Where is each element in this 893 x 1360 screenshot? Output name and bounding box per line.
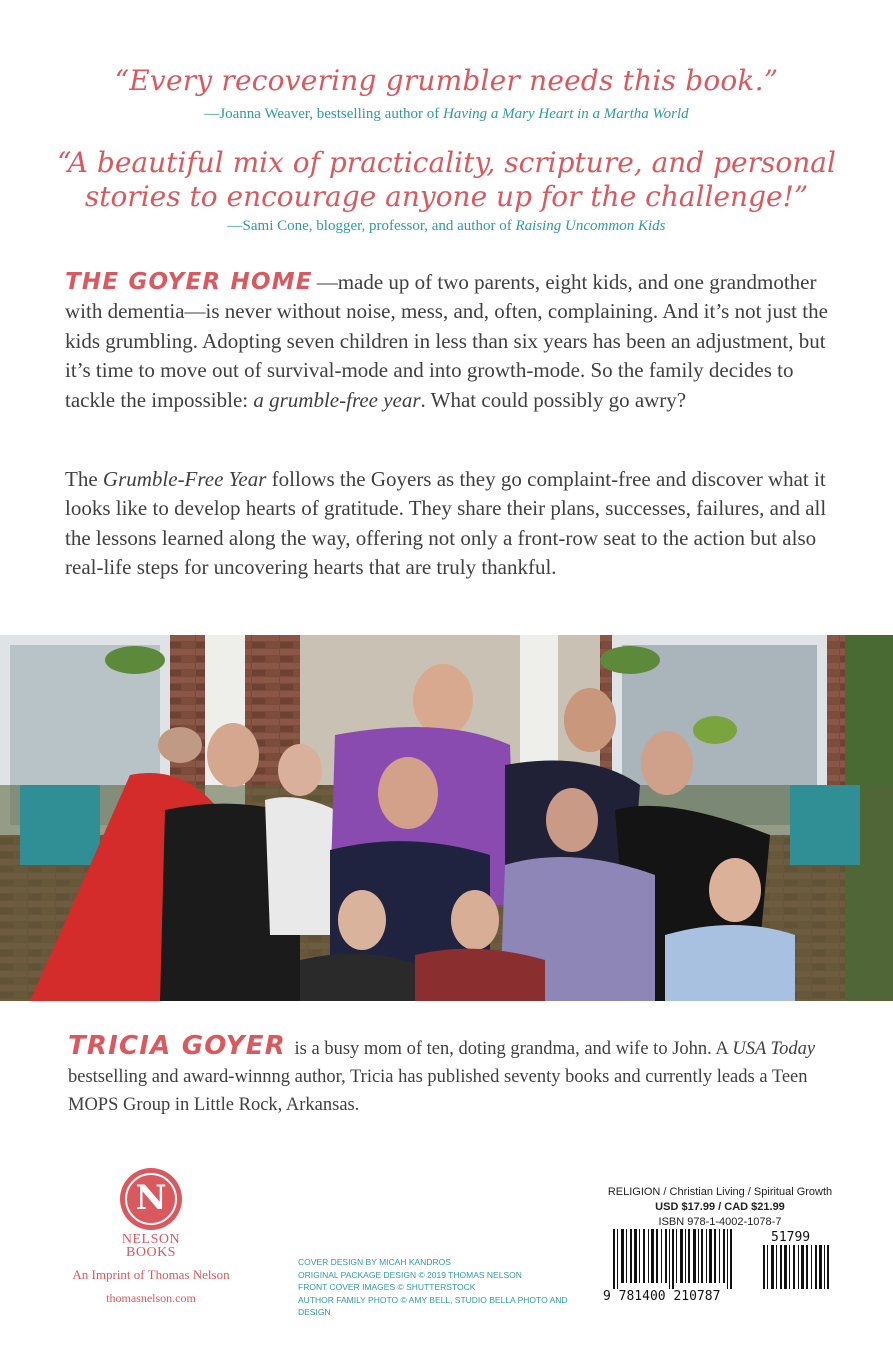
price: USD $17.99 / CAD $21.99 bbox=[655, 1201, 785, 1213]
quote-2 bbox=[0, 146, 893, 214]
pricing-block bbox=[590, 1185, 850, 1230]
quote-2-attribution: —Sami Cone, blogger, professor, and author of Raising Uncommon Kids bbox=[227, 218, 666, 234]
isbn-barcode bbox=[603, 1229, 843, 1301]
addon-barcode-bars bbox=[763, 1245, 829, 1289]
nelson-emblem: N bbox=[120, 1168, 182, 1230]
isbn: ISBN 978-1-4002-1078-7 bbox=[658, 1216, 782, 1228]
publisher-name: NELSON BOOKS bbox=[121, 1232, 181, 1260]
credit-line: AUTHOR FAMILY PHOTO © AMY BELL, STUDIO BELLA PHOTO AND DESIGN bbox=[298, 1294, 568, 1317]
category: RELIGION / Christian Living / Spiritual Growth bbox=[607, 1186, 833, 1198]
quote-2-line-2: stories to encourage anyone up for the challenge!” bbox=[84, 180, 809, 213]
credit-line: ORIGINAL PACKAGE DESIGN © 2019 THOMAS NELSON bbox=[298, 1269, 522, 1280]
design-credits bbox=[298, 1256, 578, 1319]
main-barcode-bars bbox=[613, 1229, 732, 1289]
quote-1-book-title: Having a Mary Heart in a Martha World bbox=[443, 106, 689, 122]
quote-1-attribution: —Joanna Weaver, bestselling author of Having a Mary Heart in a Martha World bbox=[204, 106, 689, 122]
quote-2-book-title: Raising Uncommon Kids bbox=[515, 218, 666, 234]
description-lead: THE GOYER HOME bbox=[65, 269, 313, 295]
author-bio: TRICIA GOYER is a busy mom of ten, doting grandma, and wife to John. A USA Today bestselling and award-winnng author, Tricia has published seventy books and currently leads a Teen MOPS Group in Little Rock, Arkansas. bbox=[68, 1031, 816, 1115]
description-paragraph-1: THE GOYER HOME —made up of two parents, eight kids, and one grandmother with dementia—is never without noise, mess, and, often, complaining. And it’s not just the kids grumbling. Adopting seven children in less than six years has been an adjustment, but it’s time to move out of survival-mode and into growth-mode. So the family decides to tackle the impossible: a grumble-free year. What could possibly go awry? bbox=[65, 269, 828, 412]
barcode-number: 9 781400 210787 bbox=[603, 1289, 721, 1301]
quote-1: “Every recovering grumbler needs this book.” bbox=[114, 64, 779, 97]
author-name: TRICIA GOYER bbox=[68, 1031, 286, 1061]
credit-line: FRONT COVER IMAGES © SHUTTERSTOCK bbox=[298, 1282, 476, 1292]
quote-2-line-1: “A beautiful mix of practicality, scripture, and personal bbox=[57, 146, 836, 179]
publisher-logo bbox=[62, 1168, 240, 1306]
family-photo bbox=[0, 635, 893, 1001]
publisher-imprint: An Imprint of Thomas Nelson bbox=[72, 1267, 230, 1282]
price-code: 51799 bbox=[771, 1230, 811, 1245]
description-paragraph-2: The Grumble-Free Year follows the Goyers as they go complaint-free and discover what it looks like to develop hearts of gratitude. They share their plans, successes, failures, and all the lessons learned along the way, offering not only a front-row seat to the action but also real-life steps for uncovering hearts that are truly thankful. bbox=[65, 467, 827, 580]
credit-line: COVER DESIGN BY MICAH KANDROS bbox=[298, 1257, 451, 1267]
publisher-website[interactable]: thomasnelson.com bbox=[106, 1291, 196, 1305]
